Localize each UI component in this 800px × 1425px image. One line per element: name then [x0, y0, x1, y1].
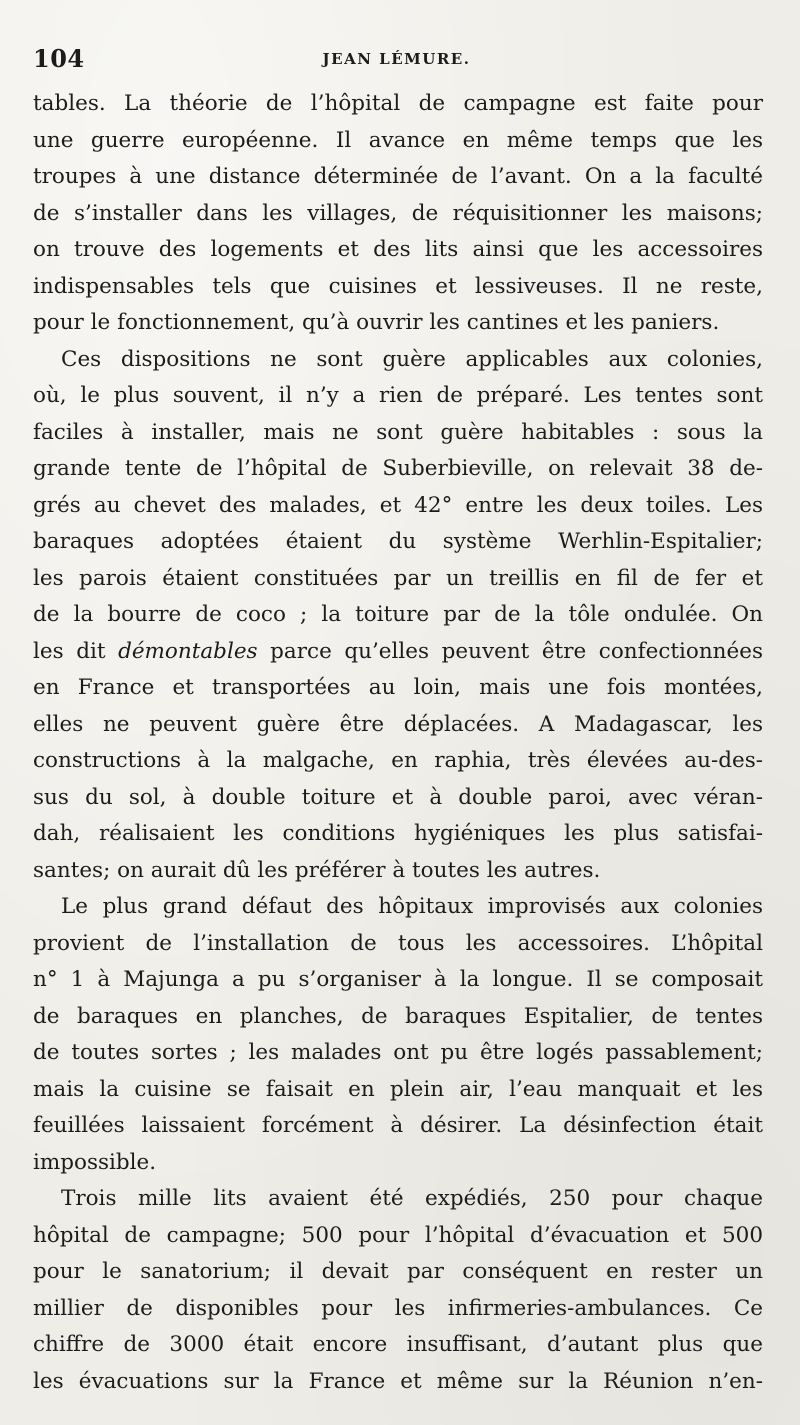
text-line: Ces dispositions ne sont guère applicables aux colonies,: [61, 346, 763, 372]
text-line: millier de disponibles pour les infirmeries-ambulances. Ce: [33, 1295, 763, 1321]
text-line: Le plus grand défaut des hôpitaux improvisés aux colonies: [61, 894, 763, 919]
text-line: indispensables tels que cuisines et lessiveuses. Il ne reste,: [33, 273, 763, 299]
text-line: troupes à une distance déterminée de l’avant. On a la faculté: [33, 164, 763, 189]
page-header: [33, 44, 760, 80]
text-line: grés au chevet des malades, et 42° entre les deux toiles. Les: [33, 492, 763, 518]
line-segment: parce qu’elles peuvent être confectionnées: [270, 638, 763, 664]
line-segment: les dit: [33, 638, 106, 664]
text-line: tables. La théorie de l’hôpital de campagne est faite pour: [33, 91, 763, 116]
numero-sign: n°: [33, 967, 58, 992]
text-line: pour le sanatorium; il devait par conséquent en rester un: [33, 1259, 763, 1284]
text-line: mais la cuisine se faisait en plein air, l’eau manquait et les: [33, 1076, 763, 1102]
text-line: baraques adoptées étaient du système Werhlin-Espitalier;: [33, 529, 763, 554]
text-line: grande tente de l’hôpital de Suberbieville, on relevait 38 de-: [33, 456, 763, 481]
text-line-with-italic: [33, 634, 763, 671]
text-line: en France et transportées au loin, mais une fois montées,: [33, 675, 763, 700]
text-line: de toutes sortes ; les malades ont pu être logés passablement;: [33, 1040, 763, 1065]
text-line: constructions à la malgache, en raphia, très élevées au-des-: [33, 748, 763, 773]
italic-word: démontables: [118, 638, 258, 664]
text-line-with-numero: [33, 962, 763, 999]
text-line: dah, réalisaient les conditions hygiéniques les plus satisfai-: [33, 821, 763, 846]
text-line: hôpital de campagne; 500 pour l’hôpital d’évacuation et 500: [33, 1222, 763, 1248]
line-segment: 1 à Majunga a pu s’organiser à la longue. Il se composait: [70, 967, 763, 992]
text-line: une guerre européenne. Il avance en même temps que les: [33, 127, 763, 153]
text-line: pour le fonctionnement, qu’à ouvrir les cantines et les paniers.: [33, 310, 720, 335]
text-line: de s’installer dans les villages, de réquisitionner les maisons;: [33, 200, 763, 226]
text-line: les évacuations sur la France et même sur la Réunion n’en-: [33, 1368, 763, 1394]
text-line: de la bourre de coco ; la toiture par de la tôle ondulée. On: [33, 602, 763, 627]
text-line: sus du sol, à double toiture et à double paroi, avec véran-: [33, 784, 763, 810]
text-line: Trois mille lits avaient été expédiés, 250 pour chaque: [61, 1186, 763, 1211]
text-line: feuillées laissaient forcément à désirer. La désinfection était: [33, 1113, 763, 1138]
text-line: impossible.: [33, 1149, 157, 1175]
text-line: santes; on aurait dû les préférer à toutes les autres.: [33, 857, 601, 883]
text-line: elles ne peuvent guère être déplacées. A Madagascar, les: [33, 711, 763, 737]
text-line: faciles à installer, mais ne sont guère habitables : sous la: [33, 419, 763, 445]
text-line: où, le plus souvent, il n’y a rien de préparé. Les tentes sont: [33, 383, 763, 408]
text-line: provient de l’installation de tous les accessoires. L’hôpital: [33, 930, 763, 956]
text-line: on trouve des logements et des lits ainsi que les accessoires: [33, 237, 763, 262]
text-line: de baraques en planches, de baraques Espitalier, de tentes: [33, 1003, 763, 1029]
running-head: JEAN LÉMURE.: [322, 50, 471, 68]
text-line: les parois étaient constituées par un treillis en fil de fer et: [33, 565, 763, 591]
page-number: 104: [33, 44, 85, 73]
body-text: [33, 86, 763, 1400]
text-line: chiffre de 3000 était encore insuffisant, d’autant plus que: [33, 1332, 763, 1357]
